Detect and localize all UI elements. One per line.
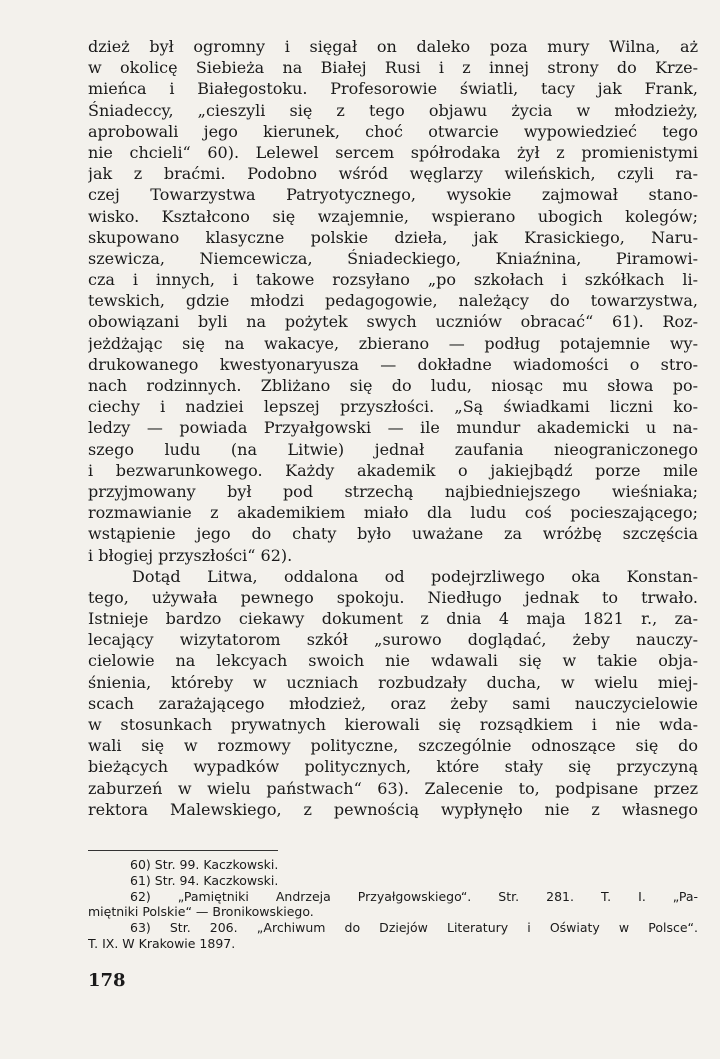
text-line: wali się w rozmowy polityczne, szczególnie odnoszące się do [88, 736, 698, 756]
text-line: Istnieje bardzo ciekawy dokument z dnia 4 maja 1821 r., za- [88, 609, 698, 629]
footnote: T. IX. W Krakowie 1897. [88, 935, 236, 951]
text-line: drukowanego kwestyonaryusza — dokładne wiadomości o stro- [88, 354, 698, 374]
text-line: wisko. Kształcono się wzajemnie, wspierano ubogich kolegów; [88, 206, 698, 226]
text-line: tego, używała pewnego spokoju. Niedługo jednak to trwało. [88, 587, 698, 607]
text-line: w okolicę Siebieża na Białej Rusi i z innej strony do Krze- [88, 58, 698, 78]
text-line: zaburzeń w wielu państwach“ 63). Zalecenie to, podpisane przez [88, 778, 698, 798]
text-line: jak z braćmi. Podobno wśród węglarzy wileńskich, czyli ra- [88, 164, 698, 184]
text-line: bieżących wypadków politycznych, które stały się przyczyną [88, 757, 698, 777]
footnote-divider [88, 850, 278, 851]
text-line: rektora Malewskiego, z pewnością wypłynęło nie z własnego [88, 799, 698, 819]
text-line: rozmawianie z akademikiem miało dla ludu coś pocieszającego; [88, 503, 698, 523]
text-line: obowiązani byli na pożytek swych uczniów obracać“ 61). Roz- [88, 312, 698, 332]
text-line: dzież był ogromny i sięgał on daleko poza mury Wilna, aż [88, 37, 698, 56]
text-line: scach zarażającego młodzież, oraz żeby sami nauczycielowie [88, 693, 698, 713]
text-line: mieńca i Białegostoku. Profesorowie światli, tacy jak Frank, [88, 79, 698, 99]
text-line: jeżdżając się na wakacye, zbierano — podług potajemnie wy- [88, 333, 698, 353]
text-line: ciechy i nadziei lepszej przyszłości. „Są świadkami liczni ko- [88, 397, 698, 417]
text-line: szewicza, Niemcewicza, Śniadeckiego, Kniaźnina, Piramowi- [88, 248, 698, 268]
footnote: 61) Str. 94. Kaczkowski. [130, 872, 279, 888]
footnote: 60) Str. 99. Kaczkowski. [130, 857, 279, 872]
text-line: Śniadeccy, „cieszyli się z tego objawu życia w młodzieży, [88, 100, 698, 120]
footnote: miętniki Polskie“ — Bronikowskiego. [88, 904, 314, 920]
text-line: przyjmowany był pod strzechą najbiedniejszego wieśniaka; [88, 481, 698, 501]
text-line: aprobowali jego kierunek, choć otwarcie wypowiedzieć tego [88, 121, 698, 141]
text-line: skupowano klasyczne polskie dzieła, jak Krasickiego, Naru- [88, 227, 698, 247]
text-line: cielowie na lekcyach swoich nie wdawali się w takie obja- [88, 651, 698, 671]
text-line: Dotąd Litwa, oddalona od podejrzliwego oka Konstan- [132, 566, 698, 586]
text-line: nie chcieli“ 60). Lelewel sercem spółrodaka żył z promienistymi [88, 142, 698, 162]
text-line: w stosunkach prywatnych kierowali się rozsądkiem i nie wda- [88, 715, 698, 734]
text-line: cza i innych, i takowe rozsyłano „po szkołach i szkółkach li- [88, 270, 698, 290]
text-line: nach rodzinnych. Zbliżano się do ludu, niosąc mu słowa po- [88, 376, 698, 395]
text-line: śnienia, któreby w uczniach rozbudzały ducha, w wielu miej- [88, 672, 698, 692]
text-line: tewskich, gdzie młodzi pedagogowie, należący do towarzystwa, [88, 291, 698, 311]
text-line: ledzy — powiada Przyałgowski — ile mundur akademicki u na- [88, 418, 698, 438]
text-line: szego ludu (na Litwie) jednał zaufania nieograniczonego [88, 439, 698, 459]
text-line: i błogiej przyszłości“ 62). [88, 545, 293, 565]
text-line: i bezwarunkowego. Każdy akademik o jakiejbądź porze mile [88, 460, 698, 480]
text-line: czej Towarzystwa Patryotycznego, wysokie zajmował stano- [88, 185, 698, 205]
page-number: 178 [88, 970, 126, 991]
text-line: lecający wizytatorom szkół „surowo doglądać, żeby nauczy- [88, 630, 698, 650]
footnote: 62) „Pamiętniki Andrzeja Przyałgowskiego“. Str. 281. T. I. „Pa- [130, 888, 698, 904]
body-text [88, 36, 698, 820]
footnotes [88, 850, 698, 952]
text-line: wstąpienie jego do chaty było uważane za wróżbę szczęścia [88, 524, 698, 544]
footnote: 63) Str. 206. „Archiwum do Dziejów Literatury i Oświaty w Polsce“. [130, 920, 698, 936]
